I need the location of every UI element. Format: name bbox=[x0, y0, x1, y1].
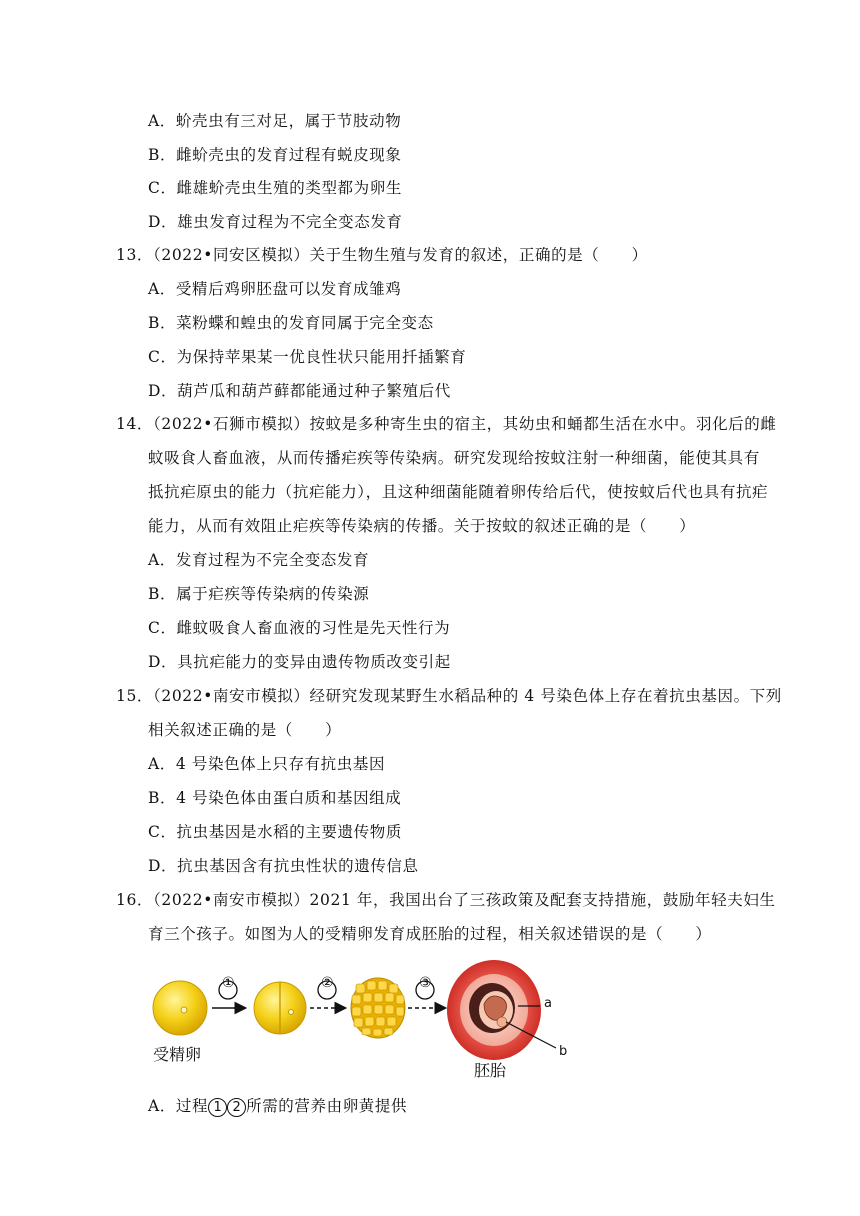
q15-option-d: D．抗虫基因含有抗虫性状的遗传信息 bbox=[148, 857, 419, 875]
q15-option-b: B．4 号染色体由蛋白质和基因组成 bbox=[148, 789, 402, 807]
q13-stem: 13．（2022•同安区模拟）关于生物生殖与发育的叙述，正确的是（ ） bbox=[116, 246, 648, 264]
embryo-stage bbox=[447, 960, 541, 1060]
circled-number-1: 1 bbox=[208, 1098, 227, 1117]
q13-option-c: C．为保持苹果某一优良性状只能用扦插繁育 bbox=[148, 348, 467, 366]
zygote-cell bbox=[153, 981, 207, 1035]
step-3-label: ③ bbox=[419, 975, 432, 991]
q13-option-a: A．受精后鸡卵胚盘可以发育成雏鸡 bbox=[148, 280, 402, 298]
q13-option-d: D．葫芦瓜和葫芦藓都能通过种子繁殖后代 bbox=[148, 382, 451, 400]
label-b: b bbox=[559, 1044, 568, 1059]
q16-option-a-suffix: 所需的营养由卵黄提供 bbox=[246, 1097, 408, 1115]
label-a: a bbox=[544, 996, 552, 1011]
development-diagram bbox=[146, 960, 596, 1090]
q14-option-b: B．属于疟疾等传染病的传染源 bbox=[148, 585, 370, 603]
q13-option-b: B．菜粉蝶和蝗虫的发育同属于完全变态 bbox=[148, 314, 434, 332]
step-2-label: ② bbox=[321, 975, 334, 991]
q12-option-c: C．雌雄蚧壳虫生殖的类型都为卵生 bbox=[148, 179, 402, 197]
q14-stem-line-2: 蚊吸食人畜血液，从而传播疟疾等传染病。研究发现给按蚊注射一种细菌，能使其具有 bbox=[148, 449, 760, 467]
q12-option-b: B．雌蚧壳虫的发育过程有蜕皮现象 bbox=[148, 146, 402, 164]
two-cell-stage bbox=[254, 982, 306, 1034]
q14-option-c: C．雌蚊吸食人畜血液的习性是先天性行为 bbox=[148, 619, 451, 637]
q15-option-c: C．抗虫基因是水稻的主要遗传物质 bbox=[148, 823, 402, 841]
q14-option-a: A．发育过程为不完全变态发育 bbox=[148, 551, 370, 569]
q14-stem-line-3: 抵抗疟原虫的能力（抗疟能力），且这种细菌能随着卵传给后代，使按蚊后代也具有抗疟 bbox=[148, 483, 769, 501]
step-1-label: ① bbox=[222, 975, 235, 991]
zygote-label: 受精卵 bbox=[153, 1045, 202, 1064]
q15-option-a: A．4 号染色体上只存有抗虫基因 bbox=[148, 755, 386, 773]
q16-option-a-prefix: A．过程 bbox=[148, 1097, 209, 1115]
q15-stem-line-2: 相关叙述正确的是（ ） bbox=[148, 721, 342, 739]
q14-stem-line-4: 能力，从而有效阻止疟疾等传染病的传播。关于按蚊的叙述正确的是（ ） bbox=[148, 517, 696, 535]
embryo-development-figure bbox=[146, 960, 596, 1090]
q16-stem-line-1: 16．（2022•南安市模拟）2021 年，我国出台了三孩政策及配套支持措施，鼓励年轻夫妇生 bbox=[116, 891, 776, 909]
q14-option-d: D．具抗疟能力的变异由遗传物质改变引起 bbox=[148, 653, 451, 671]
q16-stem-line-2: 育三个孩子。如图为人的受精卵发育成胚胎的过程，相关叙述错误的是（ ） bbox=[148, 925, 712, 943]
circled-number-2: 2 bbox=[227, 1098, 246, 1117]
q16-option-a bbox=[148, 1096, 407, 1117]
embryo-label: 胚胎 bbox=[474, 1061, 507, 1080]
morula-stage bbox=[351, 978, 405, 1038]
q12-option-a: A．蚧壳虫有三对足，属于节肢动物 bbox=[148, 112, 402, 130]
q14-stem-line-1: 14．（2022•石狮市模拟）按蚊是多种寄生虫的宿主，其幼虫和蛹都生活在水中。羽化后的雌 bbox=[116, 415, 777, 433]
q12-option-d: D．雄虫发育过程为不完全变态发育 bbox=[148, 213, 403, 231]
q15-stem-line-1: 15．（2022•南安市模拟）经研究发现某野生水稻品种的 4 号染色体上存在着抗虫基因。下列 bbox=[116, 687, 782, 705]
